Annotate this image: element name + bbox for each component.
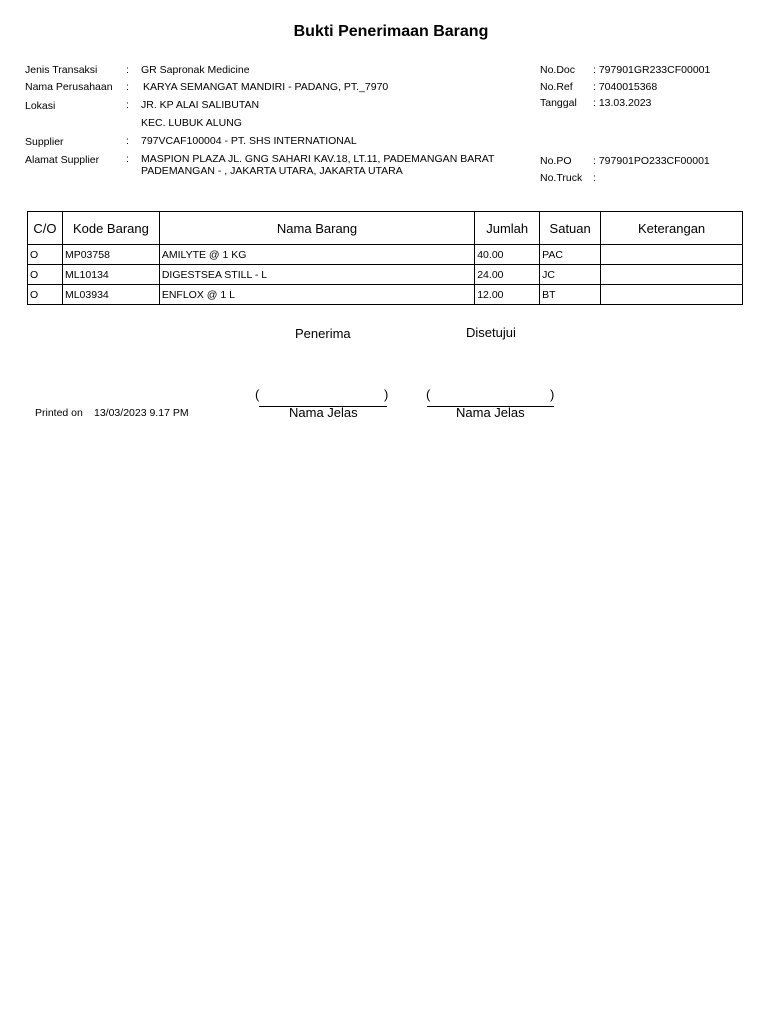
column-header-keterangan: Keterangan <box>601 212 743 245</box>
cell-kode-barang: ML03934 <box>62 285 159 305</box>
colon: : <box>126 81 129 93</box>
colon: : <box>126 153 129 165</box>
column-header-jumlah: Jumlah <box>475 212 540 245</box>
alamat-supplier-label: Alamat Supplier <box>25 154 100 166</box>
penerima-label: Penerima <box>295 326 351 341</box>
signature-close-paren-penerima: ) <box>384 387 389 402</box>
supplier-label: Supplier <box>25 136 64 148</box>
alamat-supplier-value-line1: MASPION PLAZA JL. GNG SAHARI KAV.18, LT.11, PADEMANGAN BARAT <box>141 153 495 165</box>
jenis-transaksi-label: Jenis Transaksi <box>25 64 98 76</box>
no-ref-label: No.Ref <box>540 81 573 93</box>
cell-co: O <box>28 245 63 265</box>
table-row <box>28 245 743 265</box>
tanggal-value: : 13.03.2023 <box>593 97 652 109</box>
table-row <box>28 265 743 285</box>
no-ref-value: : 7040015368 <box>593 81 658 93</box>
nama-perusahaan-value: KARYA SEMANGAT MANDIRI - PADANG, PT._7970 <box>143 81 389 93</box>
lokasi-value-line2: KEC. LUBUK ALUNG <box>141 117 242 129</box>
cell-nama-barang: AMILYTE @ 1 KG <box>159 245 474 265</box>
cell-keterangan <box>601 265 743 285</box>
disetujui-label: Disetujui <box>466 325 516 340</box>
column-header-co: C/O <box>28 212 63 245</box>
cell-satuan: PAC <box>540 245 601 265</box>
cell-jumlah: 40.00 <box>475 245 540 265</box>
cell-nama-barang: ENFLOX @ 1 L <box>159 285 474 305</box>
cell-jumlah: 24.00 <box>475 265 540 285</box>
nama-perusahaan-label: Nama Perusahaan <box>25 81 113 93</box>
cell-keterangan <box>601 245 743 265</box>
no-po-value: : 797901PO233CF00001 <box>593 155 710 167</box>
table-header-row <box>28 212 743 245</box>
cell-co: O <box>28 265 63 285</box>
items-table <box>27 211 743 305</box>
cell-jumlah: 12.00 <box>475 285 540 305</box>
lokasi-label: Lokasi <box>25 100 56 112</box>
cell-keterangan <box>601 285 743 305</box>
cell-nama-barang: DIGESTSEA STILL - L <box>159 265 474 285</box>
cell-satuan: JC <box>540 265 601 285</box>
table-row <box>28 285 743 305</box>
supplier-value: 797VCAF100004 - PT. SHS INTERNATIONAL <box>141 135 357 147</box>
document-title: Bukti Penerimaan Barang <box>293 23 489 40</box>
cell-kode-barang: MP03758 <box>62 245 159 265</box>
no-doc-label: No.Doc <box>540 64 576 76</box>
colon: : <box>126 99 129 111</box>
no-truck-value: : <box>593 172 596 184</box>
column-header-satuan: Satuan <box>540 212 601 245</box>
cell-satuan: BT <box>540 285 601 305</box>
alamat-supplier-value-line2: PADEMANGAN - , JAKARTA UTARA, JAKARTA UTARA <box>141 165 403 177</box>
colon: : <box>126 135 129 147</box>
cell-co: O <box>28 285 63 305</box>
printed-on-label: Printed on <box>35 407 83 419</box>
signature-open-paren-disetujui: ( <box>426 387 431 402</box>
column-header-nama-barang: Nama Barang <box>159 212 474 245</box>
colon: : <box>126 64 129 76</box>
no-doc-value: : 797901GR233CF00001 <box>593 64 711 76</box>
no-po-label: No.PO <box>540 155 572 167</box>
nama-jelas-disetujui: Nama Jelas <box>456 405 525 420</box>
nama-jelas-penerima: Nama Jelas <box>289 405 358 420</box>
jenis-transaksi-value: GR Sapronak Medicine <box>141 64 250 76</box>
signature-close-paren-disetujui: ) <box>550 387 555 402</box>
printed-on-value: 13/03/2023 9.17 PM <box>94 407 189 419</box>
signature-open-paren-penerima: ( <box>255 387 260 402</box>
cell-kode-barang: ML10134 <box>62 265 159 285</box>
lokasi-value-line1: JR. KP ALAI SALIBUTAN <box>141 99 260 111</box>
tanggal-label: Tanggal <box>540 97 577 109</box>
column-header-kode-barang: Kode Barang <box>62 212 159 245</box>
no-truck-label: No.Truck <box>540 172 583 184</box>
